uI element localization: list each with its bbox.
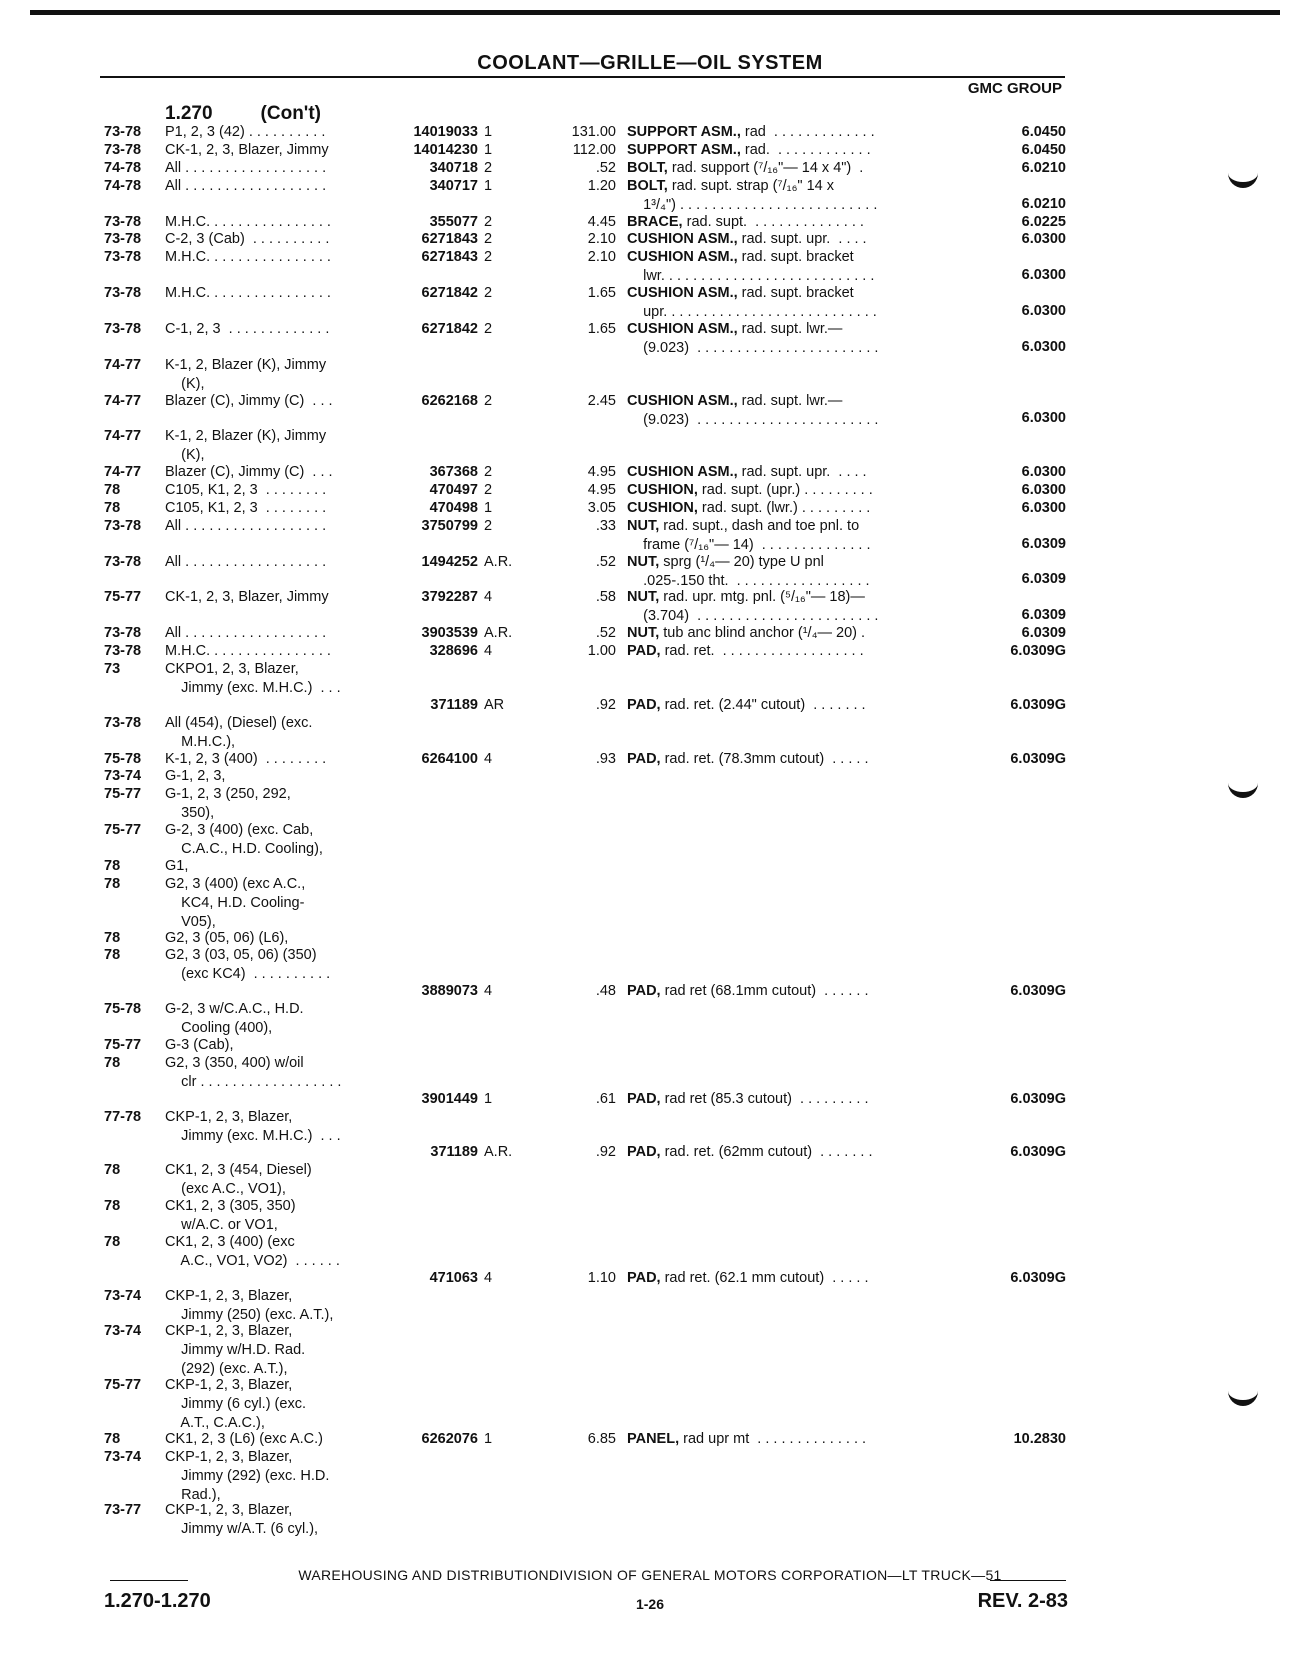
top-rule (30, 10, 1280, 15)
group-number-cell: 6.0225 (1021, 213, 1066, 230)
part-number-cell: 340718 (429, 159, 478, 176)
group-number-cell: 10.2830 (1013, 1430, 1066, 1447)
part-description: rad . . . . . . . . . . . . . (740, 124, 875, 140)
part-description: rad. supt. upr. . . . . (737, 231, 867, 248)
part-description: rad. ret. (78.3mm cutout) . . . . . (660, 750, 869, 767)
quantity-cell: AR (484, 696, 505, 713)
part-number-cell: 6262076 (421, 1430, 478, 1447)
description-cell (627, 248, 874, 286)
part-number-cell: 3889073 (421, 983, 478, 1000)
part-number-cell: 6264100 (421, 750, 478, 767)
part-number-cell: 340717 (429, 177, 478, 194)
year-cell: 73-78 (104, 213, 142, 230)
part-name: NUT, (627, 589, 660, 606)
description-cell (627, 159, 863, 178)
part-name: CUSHION ASM., (627, 285, 738, 302)
description-cell (627, 1269, 868, 1288)
part-name: PAD, (627, 1144, 661, 1161)
quantity-cell: 4 (484, 983, 493, 1000)
application-cell: CK-1, 2, 3, Blazer, Jimmy (165, 141, 329, 158)
footer-line: WAREHOUSING AND DISTRIBUTIONDIVISION OF GENERAL MOTORS CORPORATION—LT TRUCK—51 (298, 1567, 1002, 1583)
part-description: tub anc blind anchor (¹/₄— 20) . (659, 625, 866, 642)
description-cell (627, 750, 868, 769)
part-description: rad. upr. mtg. pnl. (⁵/₁₆"— 18)— (3.704) . . . . . . . . . . . . . . . . . . . . . . . (643, 589, 879, 625)
quantity-cell: 2 (484, 249, 493, 266)
part-number-cell: 6271842 (421, 285, 478, 302)
application-cell: All . . . . . . . . . . . . . . . . . . (165, 625, 327, 642)
application-cell: CKP-1, 2, 3, Blazer, Jimmy (292) (exc. H.D. Rad.), (165, 1448, 330, 1503)
part-number-cell: 3901449 (421, 1090, 478, 1107)
group-number-cell: 6.0210 (1021, 159, 1066, 176)
price-cell: 1.00 (587, 643, 616, 660)
year-cell: 75-78 (104, 750, 142, 767)
part-description: rad. . . . . . . . . . . . . (740, 141, 871, 158)
part-description: rad. ret. (62mm cutout) . . . . . . . (660, 1144, 873, 1161)
page-title: COOLANT—GRILLE—OIL SYSTEM (477, 52, 823, 74)
group-number-cell: 6.0300 (1021, 482, 1066, 498)
part-name: SUPPORT ASM., (627, 124, 741, 140)
application-cell: G2, 3 (350, 400) w/oil clr . . . . . . . . . . . . . . . . . . (165, 1054, 342, 1090)
group-label: GMC GROUP (967, 80, 1062, 97)
description-cell (627, 320, 878, 358)
year-cell: 75-77 (104, 1036, 142, 1053)
quantity-cell: 1 (484, 1090, 493, 1107)
description-cell (627, 588, 878, 626)
part-number-cell: 328696 (429, 643, 478, 660)
group-number-cell: 6.0300 (1021, 499, 1066, 516)
year-cell: 73 (104, 661, 121, 677)
quantity-cell: 4 (484, 1269, 493, 1286)
application-cell: CK1, 2, 3 (305, 350) w/A.C. or VO1, (165, 1198, 296, 1233)
application-cell: K-1, 2, Blazer (K), Jimmy (K), (165, 356, 327, 392)
part-name: BRACE, (627, 213, 683, 230)
price-cell: 3.05 (587, 499, 616, 516)
part-name: PAD, (627, 643, 661, 660)
price-cell: .58 (595, 589, 616, 606)
part-name: PANEL, (627, 1430, 680, 1447)
quantity-cell: 2 (484, 320, 493, 337)
year-cell: 75-77 (104, 1377, 142, 1393)
part-name: PAD, (627, 1090, 661, 1107)
description-cell (627, 499, 870, 518)
part-description: rad. supt. upr. . . . . (737, 464, 867, 481)
part-number-cell: 355077 (429, 213, 478, 230)
part-number-cell: 470497 (429, 482, 478, 498)
description-cell (627, 553, 870, 591)
part-description: rad. supt. lwr.— (9.023) . . . . . . . . . . . . . . . . . . . . . . . (643, 392, 879, 428)
group-number-cell: 6.0309 (1021, 535, 1066, 552)
price-cell: .93 (595, 750, 616, 767)
description-cell (627, 517, 871, 555)
year-cell: 78 (104, 1430, 121, 1447)
group-number-cell: 6.0300 (1021, 338, 1066, 355)
year-cell: 75-77 (104, 589, 142, 606)
application-cell: G2, 3 (03, 05, 06) (350) (exc KC4) . . . . . . . . . . (165, 947, 331, 983)
year-cell: 73-78 (104, 285, 142, 302)
section-note: (Con't) (260, 103, 321, 124)
part-number-cell: 371189 (430, 1144, 478, 1161)
price-cell: .33 (595, 517, 616, 534)
part-description: rad ret (68.1mm cutout) . . . . . . (660, 983, 869, 1000)
part-name: PAD, (627, 983, 661, 1000)
group-number-cell: 6.0450 (1021, 141, 1066, 158)
part-name: PAD, (627, 1269, 661, 1286)
price-cell: .48 (595, 983, 616, 1000)
year-cell: 73-77 (104, 1502, 142, 1519)
application-cell: All . . . . . . . . . . . . . . . . . . (165, 159, 327, 176)
quantity-cell: 4 (484, 589, 493, 606)
application-cell: K-1, 2, Blazer (K), Jimmy (K), (165, 428, 327, 464)
application-cell: CKPO1, 2, 3, Blazer, Jimmy (exc. M.H.C.) . . . (165, 661, 341, 696)
price-cell: 1.10 (587, 1269, 616, 1286)
part-name: SUPPORT ASM., (627, 141, 741, 158)
year-cell: 78 (104, 499, 121, 516)
binder-hole-mark (1228, 1386, 1258, 1406)
year-cell: 78 (104, 1233, 121, 1250)
part-name: CUSHION ASM., (627, 464, 738, 481)
application-cell: CK1, 2, 3 (454, Diesel) (exc A.C., VO1), (165, 1162, 312, 1198)
price-cell: 1.20 (587, 177, 616, 194)
part-description: rad. supt. . . . . . . . . . . . . . . (682, 213, 864, 230)
year-cell: 78 (104, 1162, 121, 1179)
section-heading (165, 103, 321, 125)
group-number-cell: 6.0309G (1010, 643, 1066, 660)
application-cell: G2, 3 (05, 06) (L6), (165, 929, 289, 946)
application-cell: CK-1, 2, 3, Blazer, Jimmy (165, 589, 329, 606)
part-name: PAD, (627, 696, 661, 713)
price-cell: 1.65 (587, 285, 616, 302)
group-number-cell: 6.0309G (1010, 696, 1066, 713)
year-cell: 75-77 (104, 822, 142, 839)
quantity-cell: 2 (484, 159, 493, 176)
quantity-cell: 1 (484, 124, 493, 140)
year-cell: 75-77 (104, 786, 142, 803)
part-description: rad ret. (62.1 mm cutout) . . . . . (660, 1269, 869, 1286)
description-cell (627, 177, 877, 215)
group-number-cell: 6.0309G (1010, 1144, 1066, 1161)
year-cell: 73-78 (104, 643, 142, 660)
group-number-cell: 6.0309 (1021, 625, 1066, 642)
part-number-cell: 6271843 (421, 231, 478, 248)
group-number-cell: 6.0450 (1021, 124, 1066, 140)
application-cell: CKP-1, 2, 3, Blazer, Jimmy (exc. M.H.C.) . . . (165, 1108, 341, 1144)
year-cell: 77-78 (104, 1108, 142, 1125)
application-cell: C105, K1, 2, 3 . . . . . . . . (165, 499, 327, 516)
part-number-cell: 14014230 (413, 141, 478, 158)
part-name: CUSHION, (627, 482, 698, 498)
part-description: rad. supt. bracket lwr. . . . . . . . . . . . . . . . . . . . . . . . . . . (643, 249, 875, 285)
part-number-cell: 3903539 (421, 625, 478, 642)
footer-page: 1-26 (635, 1596, 665, 1612)
part-name: NUT, (627, 553, 660, 570)
description-cell (627, 284, 877, 322)
quantity-cell: 1 (484, 177, 493, 194)
year-cell: 74-78 (104, 159, 142, 176)
group-number-cell: 6.0309G (1010, 750, 1066, 767)
part-number-cell: 14019033 (413, 124, 478, 140)
part-number-cell: 367368 (429, 464, 478, 481)
description-cell (627, 1090, 869, 1109)
application-cell: C-2, 3 (Cab) . . . . . . . . . . (165, 231, 330, 248)
part-name: CUSHION, (627, 499, 698, 516)
application-cell: All . . . . . . . . . . . . . . . . . . (165, 517, 327, 534)
description-cell (627, 230, 867, 249)
year-cell: 73-74 (104, 1287, 142, 1304)
year-cell: 73-74 (104, 768, 142, 785)
application-cell: M.H.C. . . . . . . . . . . . . . . . (165, 249, 331, 266)
footer-revision: REV. 2-83 (977, 1590, 1068, 1612)
part-name: NUT, (627, 517, 660, 534)
part-number-cell: 6271842 (421, 320, 478, 337)
quantity-cell: 2 (484, 517, 493, 534)
application-cell: CKP-1, 2, 3, Blazer, Jimmy w/A.T. (6 cyl.), (165, 1502, 319, 1538)
description-cell (627, 696, 866, 715)
application-cell: C105, K1, 2, 3 . . . . . . . . (165, 482, 327, 498)
description-cell (627, 982, 868, 1001)
year-cell: 78 (104, 875, 121, 892)
quantity-cell: 4 (484, 643, 493, 660)
description-cell (627, 141, 871, 160)
group-number-cell: 6.0300 (1021, 267, 1066, 284)
year-cell: 78 (104, 947, 121, 964)
price-cell: .92 (595, 696, 616, 713)
part-name: CUSHION ASM., (627, 231, 738, 248)
group-number-cell: 6.0309G (1010, 1090, 1066, 1107)
part-number-cell: 3792287 (421, 589, 478, 606)
part-description: rad. ret. . . . . . . . . . . . . . . . . . . (660, 643, 864, 660)
part-description: rad. supt. (lwr.) . . . . . . . . . (697, 499, 871, 516)
part-name: PAD, (627, 750, 661, 767)
part-description: rad. supt. (upr.) . . . . . . . . . (697, 482, 873, 498)
group-number-cell: 6.0309G (1010, 983, 1066, 1000)
description-cell (627, 463, 867, 482)
description-cell (627, 1143, 873, 1162)
footer-range: 1.270-1.270 (104, 1590, 211, 1612)
application-cell: K-1, 2, 3 (400) . . . . . . . . (165, 750, 327, 767)
section-number: 1.270 (165, 103, 213, 124)
year-cell: 73-78 (104, 517, 142, 534)
application-cell: CK1, 2, 3 (400) (exc A.C., VO1, VO2) . . . . . . (165, 1233, 340, 1269)
part-name: BOLT, (627, 177, 668, 194)
year-cell: 73-74 (104, 1448, 142, 1465)
quantity-cell: 2 (484, 285, 493, 302)
part-description: rad. ret. (2.44" cutout) . . . . . . . (660, 696, 866, 713)
year-cell: 73-78 (104, 249, 142, 266)
year-cell: 78 (104, 929, 121, 946)
application-cell: Blazer (C), Jimmy (C) . . . (165, 392, 333, 409)
year-cell: 73-78 (104, 625, 142, 642)
part-number-cell: 3750799 (421, 517, 478, 534)
price-cell: .61 (595, 1090, 616, 1107)
quantity-cell: 1 (484, 499, 493, 516)
application-cell: Blazer (C), Jimmy (C) . . . (165, 464, 333, 481)
part-name: CUSHION ASM., (627, 392, 738, 409)
year-cell: 74-77 (104, 428, 142, 445)
year-cell: 73-74 (104, 1323, 142, 1340)
year-cell: 78 (104, 1054, 121, 1071)
part-name: NUT, (627, 625, 660, 642)
application-cell: G-2, 3 (400) (exc. Cab, C.A.C., H.D. Cooling), (165, 822, 323, 858)
year-cell: 78 (104, 482, 121, 498)
application-cell: CK1, 2, 3 (L6) (exc A.C.) (165, 1430, 323, 1447)
application-cell: CKP-1, 2, 3, Blazer, Jimmy (250) (exc. A.T.), (165, 1287, 334, 1323)
part-description: rad. supt., dash and toe pnl. to frame (⁷/₁₆"— 14) . . . . . . . . . . . . . . (643, 517, 871, 553)
application-cell: C-1, 2, 3 . . . . . . . . . . . . . (165, 320, 330, 337)
quantity-cell: A.R. (484, 625, 513, 642)
year-cell: 74-77 (104, 392, 142, 409)
application-cell: M.H.C. . . . . . . . . . . . . . . . (165, 643, 331, 660)
binder-hole-mark (1228, 778, 1258, 798)
part-number-cell: 6271843 (421, 249, 478, 266)
year-cell: 73-78 (104, 320, 142, 337)
quantity-cell: 1 (484, 1430, 493, 1447)
year-cell: 73-78 (104, 553, 142, 570)
price-cell: 2.10 (587, 231, 616, 248)
group-number-cell: 6.0300 (1021, 231, 1066, 248)
year-cell: 73-78 (104, 714, 142, 731)
application-cell: CKP-1, 2, 3, Blazer, Jimmy (6 cyl.) (exc. A.T., C.A.C.), (165, 1377, 306, 1431)
price-cell: 1.65 (587, 320, 616, 337)
part-name: BOLT, (627, 159, 668, 176)
application-cell: P1, 2, 3 (42) . . . . . . . . . . (165, 124, 326, 140)
year-cell: 73-78 (104, 141, 142, 158)
quantity-cell: 2 (484, 231, 493, 248)
quantity-cell: 2 (484, 464, 493, 481)
price-cell: 4.45 (587, 213, 616, 230)
application-cell: G-1, 2, 3, (165, 768, 226, 785)
part-description: rad. supt. lwr.— (9.023) . . . . . . . . . . . . . . . . . . . . . . . (643, 320, 879, 356)
description-cell (627, 624, 865, 643)
application-cell: M.H.C. . . . . . . . . . . . . . . . (165, 285, 331, 302)
group-number-cell: 6.0210 (1021, 195, 1066, 212)
price-cell: .92 (595, 1144, 616, 1161)
application-cell: G-1, 2, 3 (250, 292, 350), (165, 786, 291, 822)
description-cell (627, 123, 875, 142)
part-name: CUSHION ASM., (627, 320, 738, 337)
group-number-cell: 6.0309G (1010, 1269, 1066, 1286)
price-cell: 4.95 (587, 482, 616, 498)
part-number-cell: 470498 (429, 499, 478, 516)
description-cell (627, 642, 864, 661)
quantity-cell: 2 (484, 482, 493, 498)
year-cell: 73-78 (104, 124, 142, 140)
application-cell: All . . . . . . . . . . . . . . . . . . (165, 177, 327, 194)
year-cell: 74-77 (104, 464, 142, 481)
year-cell: 74-77 (104, 356, 142, 373)
application-cell: CKP-1, 2, 3, Blazer, Jimmy w/H.D. Rad. (292) (exc. A.T.), (165, 1323, 306, 1378)
part-number-cell: 471063 (429, 1269, 478, 1286)
description-cell (627, 392, 878, 430)
group-number-cell: 6.0309 (1021, 607, 1066, 624)
description-cell (627, 1430, 866, 1449)
quantity-cell: 1 (484, 141, 493, 158)
year-cell: 75-78 (104, 1001, 142, 1018)
part-description: sprg (¹/₄— 20) type U pnl .025-.150 tht. . . . . . . . . . . . . . . . . . (643, 553, 870, 589)
part-description: rad. supt. bracket upr. . . . . . . . . . . . . . . . . . . . . . . . . . . (643, 285, 877, 321)
application-cell: All . . . . . . . . . . . . . . . . . . (165, 553, 327, 570)
price-cell: 131.00 (571, 124, 616, 140)
price-cell: 2.45 (587, 392, 616, 409)
price-cell: .52 (595, 625, 616, 642)
application-cell: G1, (165, 857, 189, 874)
application-cell: G-2, 3 w/C.A.C., H.D. Cooling (400), (165, 1001, 304, 1037)
price-cell: .52 (595, 553, 616, 570)
part-description: rad. supt. strap (⁷/₁₆" 14 x 1³/₄") . . . . . . . . . . . . . . . . . . . . . . . . . (643, 177, 878, 213)
part-name: CUSHION ASM., (627, 249, 738, 266)
part-description: rad ret (85.3 cutout) . . . . . . . . . (660, 1090, 869, 1107)
quantity-cell: A.R. (484, 1144, 513, 1161)
application-cell: G-3 (Cab), (165, 1036, 234, 1053)
group-number-cell: 6.0309 (1021, 571, 1066, 588)
part-number-cell: 371189 (430, 696, 478, 713)
quantity-cell: 4 (484, 750, 493, 767)
price-cell: 4.95 (587, 464, 616, 481)
quantity-cell: 2 (484, 213, 493, 230)
year-cell: 73-78 (104, 231, 142, 248)
application-cell: All (454), (Diesel) (exc. M.H.C.), (165, 714, 313, 750)
quantity-cell: 2 (484, 392, 493, 409)
group-number-cell: 6.0300 (1021, 464, 1066, 481)
year-cell: 78 (104, 857, 121, 874)
year-cell: 78 (104, 1198, 121, 1214)
price-cell: 112.00 (572, 141, 616, 158)
title-rule (100, 76, 1065, 78)
group-number-cell: 6.0300 (1021, 410, 1066, 427)
application-cell: G2, 3 (400) (exc A.C., KC4, H.D. Cooling- V05), (165, 875, 306, 930)
part-description: rad upr mt . . . . . . . . . . . . . . (679, 1430, 867, 1447)
price-cell: 2.10 (587, 249, 616, 266)
part-number-cell: 1494252 (421, 553, 478, 570)
price-cell: .52 (595, 159, 616, 176)
binder-hole-mark (1228, 168, 1258, 188)
description-cell (627, 213, 864, 232)
quantity-cell: A.R. (484, 553, 513, 570)
part-description: rad. support (⁷/₁₆"— 14 x 4") . (667, 159, 864, 176)
part-number-cell: 6262168 (421, 392, 478, 409)
price-cell: 6.85 (587, 1430, 616, 1447)
description-cell (627, 481, 873, 500)
year-cell: 74-78 (104, 177, 142, 194)
application-cell: M.H.C. . . . . . . . . . . . . . . . (165, 213, 331, 230)
group-number-cell: 6.0300 (1021, 302, 1066, 319)
